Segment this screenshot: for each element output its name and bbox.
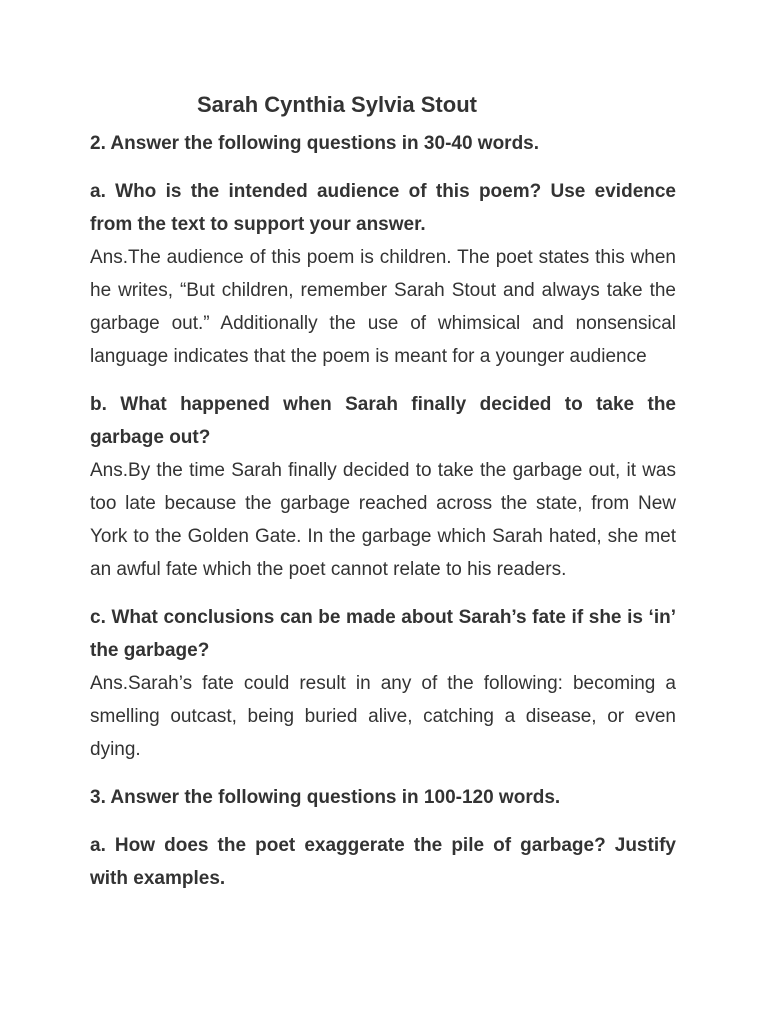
answer-2a: Ans.The audience of this poem is children. The poet states this when he writes, “But children, remember Sarah Stout and always take the garbage out.” Additionally the use of whimsical and nonsensical language indicates that the poem is meant for a younger audience — [90, 247, 676, 367]
section-2-heading: 2. Answer the following questions in 30-40 words. — [90, 133, 540, 154]
spacer — [90, 160, 676, 175]
spacer — [90, 766, 676, 781]
question-2a: a. Who is the intended audience of this poem? Use evidence from the text to support your answer. — [90, 181, 676, 235]
answer-2b: Ans.By the time Sarah finally decided to take the garbage out, it was too late because the garbage reached across the state, from New York to the Golden Gate. In the garbage which Sarah hated, she met an awful fate which the poet cannot relate to his readers. — [90, 460, 676, 580]
question-3a: a. How does the poet exaggerate the pile of garbage? Justify with examples. — [90, 835, 676, 889]
answer-2c: Ans.Sarah’s fate could result in any of the following: becoming a smelling outcast, being buried alive, catching a disease, or even dying. — [90, 673, 676, 760]
question-2b: b. What happened when Sarah finally decided to take the garbage out? — [90, 394, 676, 448]
spacer — [90, 586, 676, 601]
spacer — [90, 373, 676, 388]
document-body — [90, 127, 676, 895]
document-title: Sarah Cynthia Sylvia Stout — [197, 92, 477, 117]
spacer — [90, 814, 676, 829]
section-3-heading: 3. Answer the following questions in 100-120 words. — [90, 787, 561, 808]
question-2c: c. What conclusions can be made about Sarah’s fate if she is ‘in’ the garbage? — [90, 607, 676, 661]
